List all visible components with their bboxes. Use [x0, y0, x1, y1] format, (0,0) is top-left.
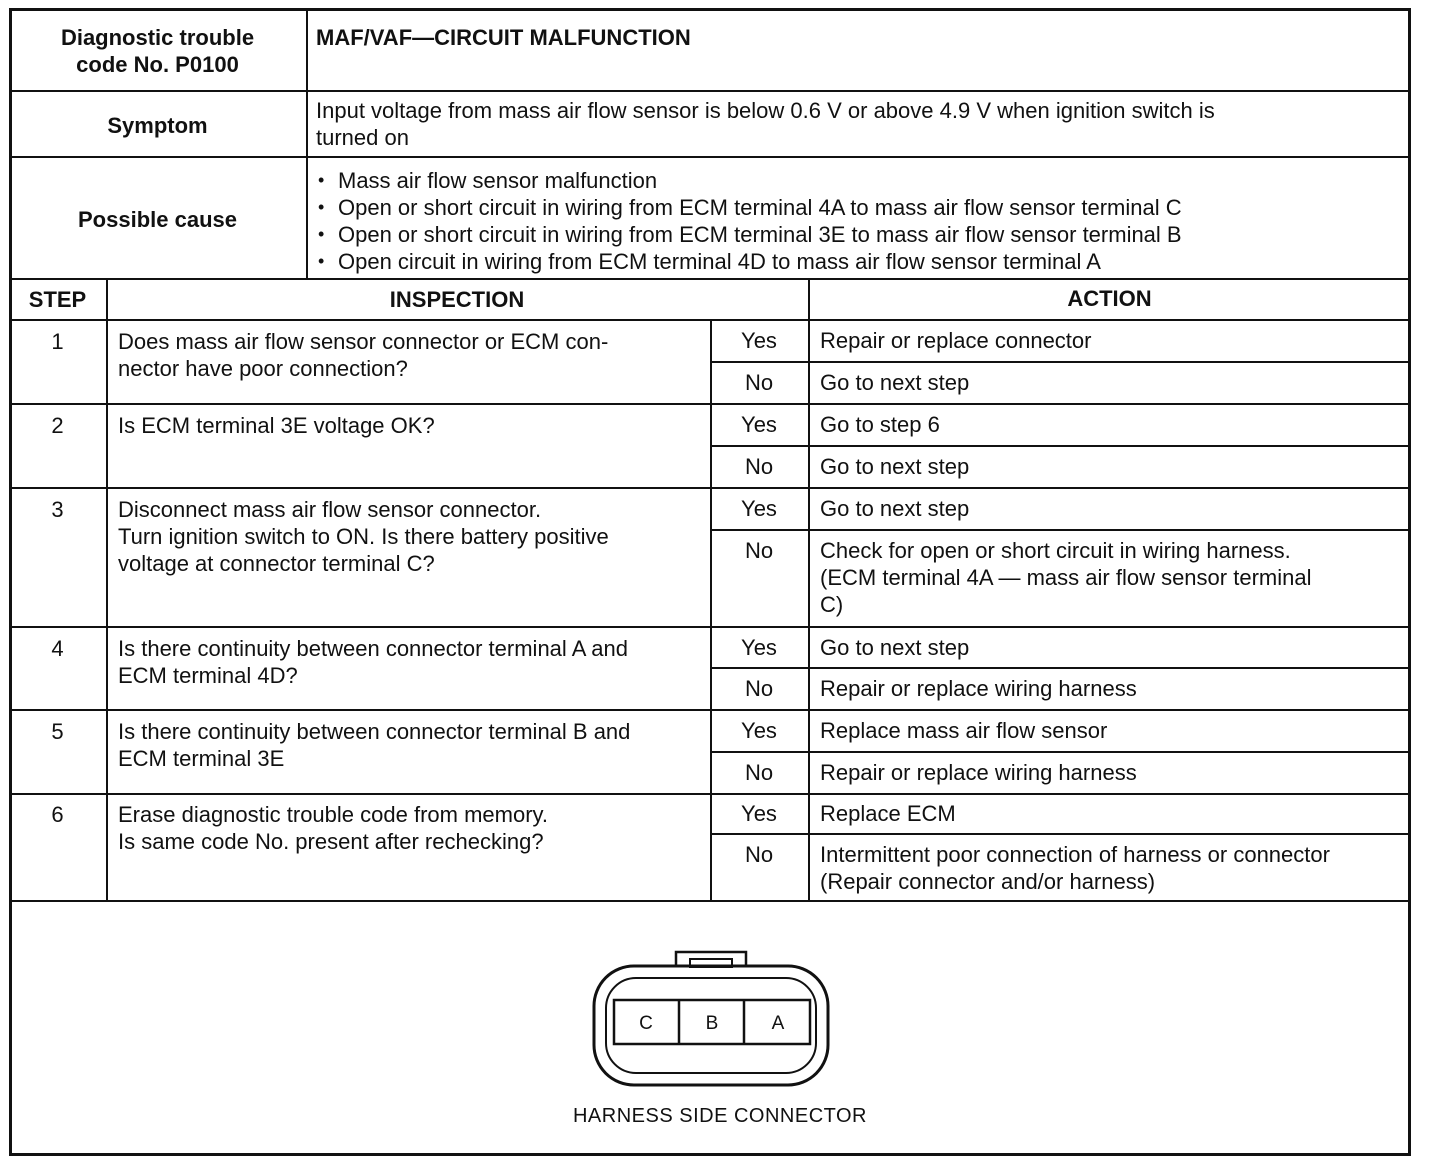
cause-item: • Open circuit in wiring from ECM terminal 4D to mass air flow sensor terminal A [312, 248, 1182, 275]
step-header: STEP [28, 287, 87, 312]
rule-label-column [306, 8, 308, 280]
yes-action: Go to next step [820, 635, 970, 660]
yes-label: Yes [741, 412, 777, 437]
yes-label: Yes [741, 718, 777, 743]
yes-label: Yes [741, 496, 777, 521]
step-number: 2 [51, 413, 64, 438]
no-label: No [744, 760, 774, 785]
rule-symptom-bottom [9, 156, 1411, 158]
yes-action: Replace ECM [820, 801, 956, 826]
yes-action: Repair or replace connector [820, 328, 1092, 353]
step-inspection: Is there continuity between connector terminal A and ECM terminal 4D? [118, 636, 628, 688]
cause-item: • Open or short circuit in wiring from ECM terminal 3E to mass air flow sensor terminal B [312, 221, 1182, 248]
no-action: Repair or replace wiring harness [820, 760, 1137, 785]
rule-step3-mid [710, 529, 1411, 531]
terminal-label: C [639, 1013, 653, 1034]
step-number: 1 [51, 329, 64, 354]
terminal-label: A [771, 1013, 785, 1034]
yes-label: Yes [741, 635, 777, 660]
no-action: Check for open or short circuit in wiring harness. (ECM terminal 4A — mass air flow sensor terminal C) [820, 538, 1312, 617]
cause-item: • Mass air flow sensor malfunction [312, 167, 1182, 194]
yes-label: Yes [741, 328, 777, 353]
rule-header-bottom [9, 90, 1411, 92]
no-action: Intermittent poor connection of harness or connector (Repair connector and/or harness) [820, 842, 1330, 894]
rule-step6-mid [710, 833, 1411, 835]
rule-cause-bottom [9, 278, 1411, 280]
cause-item: • Open or short circuit in wiring from ECM terminal 4A to mass air flow sensor terminal C [312, 194, 1182, 221]
rule-step5-mid [710, 751, 1411, 753]
rule-step-column [106, 278, 108, 902]
step-inspection: Disconnect mass air flow sensor connector. Turn ignition switch to ON. Is there battery positive voltage at connector terminal C? [118, 497, 609, 576]
symptom-text: Input voltage from mass air flow sensor is below 0.6 V or above 4.9 V when ignition switch is turned on [316, 98, 1215, 150]
possible-cause-list [312, 167, 1182, 275]
no-label: No [744, 842, 774, 867]
step-inspection: Is ECM terminal 3E voltage OK? [118, 413, 435, 438]
connector-caption: HARNESS SIDE CONNECTOR [572, 1105, 867, 1127]
no-label: No [744, 370, 774, 395]
rule-step1-mid [710, 361, 1411, 363]
no-label: No [744, 538, 774, 563]
step-number: 4 [51, 636, 64, 661]
rule-step2-mid [710, 445, 1411, 447]
symptom-label: Symptom [107, 113, 208, 138]
step-number: 5 [51, 719, 64, 744]
no-label: No [744, 676, 774, 701]
yes-action: Replace mass air flow sensor [820, 718, 1108, 743]
step-inspection: Does mass air flow sensor connector or ECM con- nector have poor connection? [118, 329, 609, 381]
terminal-label: B [705, 1013, 719, 1034]
possible-cause-label: Possible cause [78, 207, 237, 232]
yes-action: Go to step 6 [820, 412, 940, 437]
no-action: Go to next step [820, 454, 970, 479]
yes-label: Yes [741, 801, 777, 826]
action-header: ACTION [1067, 286, 1152, 311]
dtc-label: Diagnostic trouble code No. P0100 [60, 25, 255, 77]
no-action: Repair or replace wiring harness [820, 676, 1137, 701]
no-action: Go to next step [820, 370, 970, 395]
step-inspection: Erase diagnostic trouble code from memory. Is same code No. present after rechecking? [118, 802, 548, 854]
rule-step4-mid [710, 667, 1411, 669]
step-number: 3 [51, 497, 64, 522]
rule-action-column [808, 278, 810, 902]
inspection-header: INSPECTION [389, 287, 525, 312]
page-title: MAF/VAF—CIRCUIT MALFUNCTION [316, 25, 691, 50]
step-inspection: Is there continuity between connector terminal B and ECM terminal 3E [118, 719, 631, 771]
yes-action: Go to next step [820, 496, 970, 521]
step-number: 6 [51, 802, 64, 827]
harness-connector-diagram [580, 940, 840, 1095]
no-label: No [744, 454, 774, 479]
